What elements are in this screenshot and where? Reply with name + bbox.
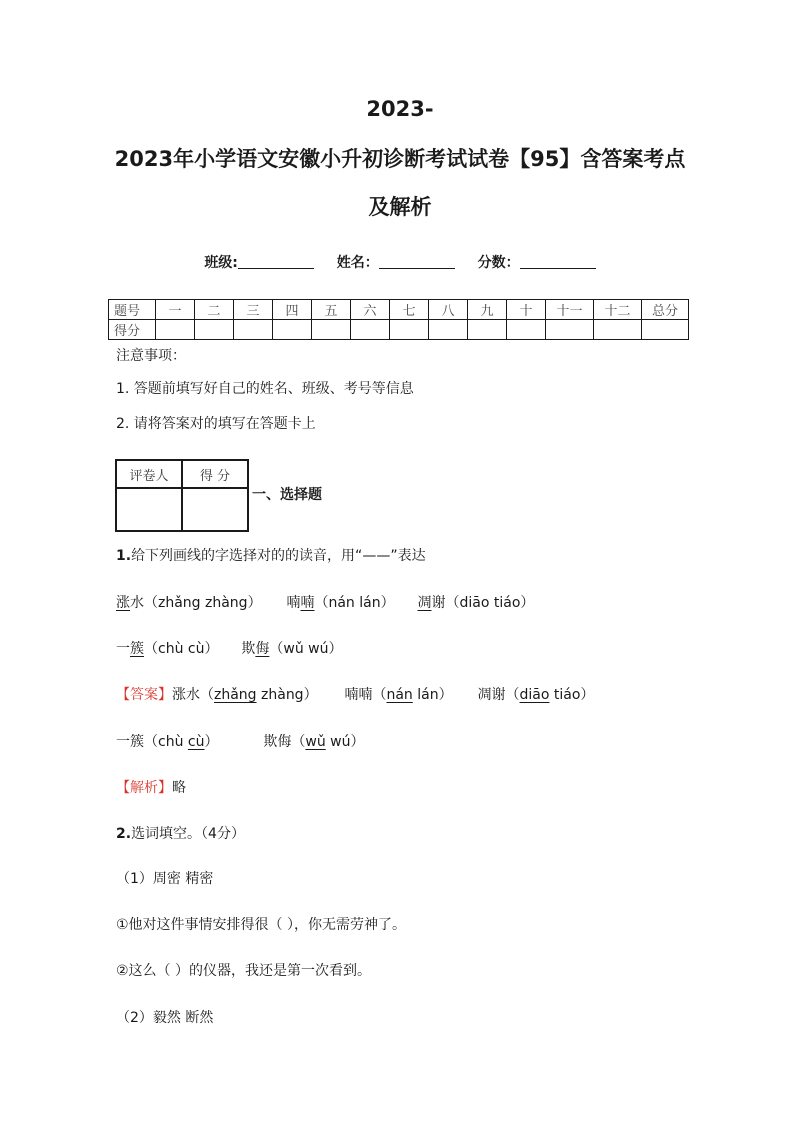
q1-stem-text: 给下列画线的字选择对的的读音，用“——”表达 [131, 548, 426, 564]
score-cell[interactable] [390, 320, 429, 340]
q1-word1-underlined: 涨 [116, 595, 130, 611]
name-label: 姓名： [336, 255, 379, 271]
answer-word4-choice: cù [187, 734, 205, 750]
answer-word4-rest: ） [204, 734, 219, 750]
note-item: 2. 请将答案对的填写在答题卡上 [116, 416, 316, 432]
grader-score-label: 得 分 [182, 460, 248, 488]
score-cell[interactable] [312, 320, 351, 340]
q1-word3-underlined: 凋 [417, 595, 432, 611]
answer-word3-choice: diāo [519, 687, 550, 703]
doc-title-line2: 2023年小学语文安徽小升初诊断考试试卷【95】含答案考点 [114, 147, 686, 171]
score-blank[interactable] [520, 254, 596, 269]
q1-word3-rest: 谢（diāo tiáo） [431, 595, 535, 611]
answer-word3-rest: tiáo） [549, 687, 595, 703]
student-info-line [0, 252, 800, 272]
col-header: 七 [390, 300, 429, 320]
q1-word5-underlined: 侮 [255, 641, 270, 657]
score-cell[interactable] [273, 320, 312, 340]
score-cell[interactable] [234, 320, 273, 340]
grader-score-cell[interactable] [182, 488, 248, 531]
score-table [108, 299, 689, 340]
score-cell[interactable] [468, 320, 507, 340]
q1-options-line1 [116, 592, 534, 612]
q1-word5-prefix: 欺 [241, 641, 256, 657]
score-cell[interactable] [351, 320, 390, 340]
score-cell[interactable] [546, 320, 594, 340]
analysis-text: 略 [172, 780, 186, 796]
answer-word3: 凋谢（ [477, 687, 520, 703]
answer-word2-choice: nán [386, 687, 413, 703]
answer-tag: 【答案】 [116, 687, 172, 703]
q2-stem-text: 选词填空。（4分） [131, 826, 245, 842]
notes-title: 注意事项： [116, 348, 186, 364]
score-table-header-row [109, 300, 689, 320]
col-header: 三 [234, 300, 273, 320]
col-header: 九 [468, 300, 507, 320]
answer-word5-rest: wú） [325, 734, 365, 750]
col-header: 十二 [594, 300, 642, 320]
q1-number: 1. [116, 548, 132, 564]
score-cell[interactable] [642, 320, 689, 340]
answer-word5: 欺侮（ [263, 734, 306, 750]
score-cell[interactable] [195, 320, 234, 340]
col-header: 六 [351, 300, 390, 320]
class-label: 班级: [204, 255, 238, 271]
score-table-score-row [109, 320, 689, 340]
q1-analysis [116, 777, 186, 797]
q1-word4-prefix: 一 [116, 641, 130, 657]
q2-part1-words: （1）周密 精密 [116, 871, 214, 887]
q1-word5-rest: （wǔ wú） [269, 641, 343, 657]
answer-word1-rest: zhàng） [256, 687, 318, 703]
q1-stem [116, 545, 426, 565]
q1-word2-underlined: 喃 [300, 595, 315, 611]
q1-word1-rest: 水（zhǎng zhàng） [130, 595, 262, 611]
class-blank[interactable] [238, 254, 314, 269]
doc-title-line1: 2023- [366, 97, 434, 121]
doc-title-line3: 及解析 [368, 195, 432, 219]
q2-part2-words: （2）毅然 断然 [116, 1010, 214, 1026]
col-header: 一 [156, 300, 195, 320]
col-header: 十 [507, 300, 546, 320]
col-header: 二 [195, 300, 234, 320]
name-blank[interactable] [379, 254, 455, 269]
q2-number: 2. [116, 826, 132, 842]
col-header: 总分 [642, 300, 689, 320]
col-header: 八 [429, 300, 468, 320]
q1-word4-rest: （chù cù） [144, 641, 219, 657]
answer-word4: 一簇（chù [116, 734, 188, 750]
answer-word2: 喃喃（ [344, 687, 387, 703]
score-label: 分数： [477, 255, 520, 271]
col-header: 四 [273, 300, 312, 320]
q2-stem [116, 823, 245, 843]
score-row-label: 得分 [109, 320, 156, 340]
grader-reviewer-label: 评卷人 [116, 460, 182, 488]
question-number-label: 题号 [109, 300, 156, 320]
q2-sentence1: ①他对这件事情安排得很（ ），你无需劳神了。 [116, 917, 406, 933]
col-header: 十一 [546, 300, 594, 320]
q2-sentence2: ②这么（ ）的仪器，我还是第一次看到。 [116, 963, 371, 979]
score-cell[interactable] [156, 320, 195, 340]
answer-word5-choice: wǔ [305, 734, 326, 750]
score-cell[interactable] [429, 320, 468, 340]
answer-word1-choice: zhǎng [214, 687, 257, 703]
grader-box [115, 459, 249, 532]
analysis-tag: 【解析】 [116, 780, 172, 796]
score-cell[interactable] [594, 320, 642, 340]
q1-word2-rest: （nán lán） [314, 595, 395, 611]
q1-answer-line2 [116, 731, 365, 751]
q1-word2-prefix: 喃 [286, 595, 301, 611]
answer-word2-rest: lán） [412, 687, 453, 703]
section-title: 一、选择题 [252, 487, 322, 503]
col-header: 五 [312, 300, 351, 320]
q1-options-line2 [116, 638, 342, 658]
answer-word1: 涨水（ [172, 687, 214, 703]
grader-reviewer-cell[interactable] [116, 488, 182, 531]
q1-word4-underlined: 簇 [130, 641, 144, 657]
note-item: 1. 答题前填写好自己的姓名、班级、考号等信息 [116, 381, 414, 397]
q1-answer-line1 [116, 684, 594, 704]
score-cell[interactable] [507, 320, 546, 340]
